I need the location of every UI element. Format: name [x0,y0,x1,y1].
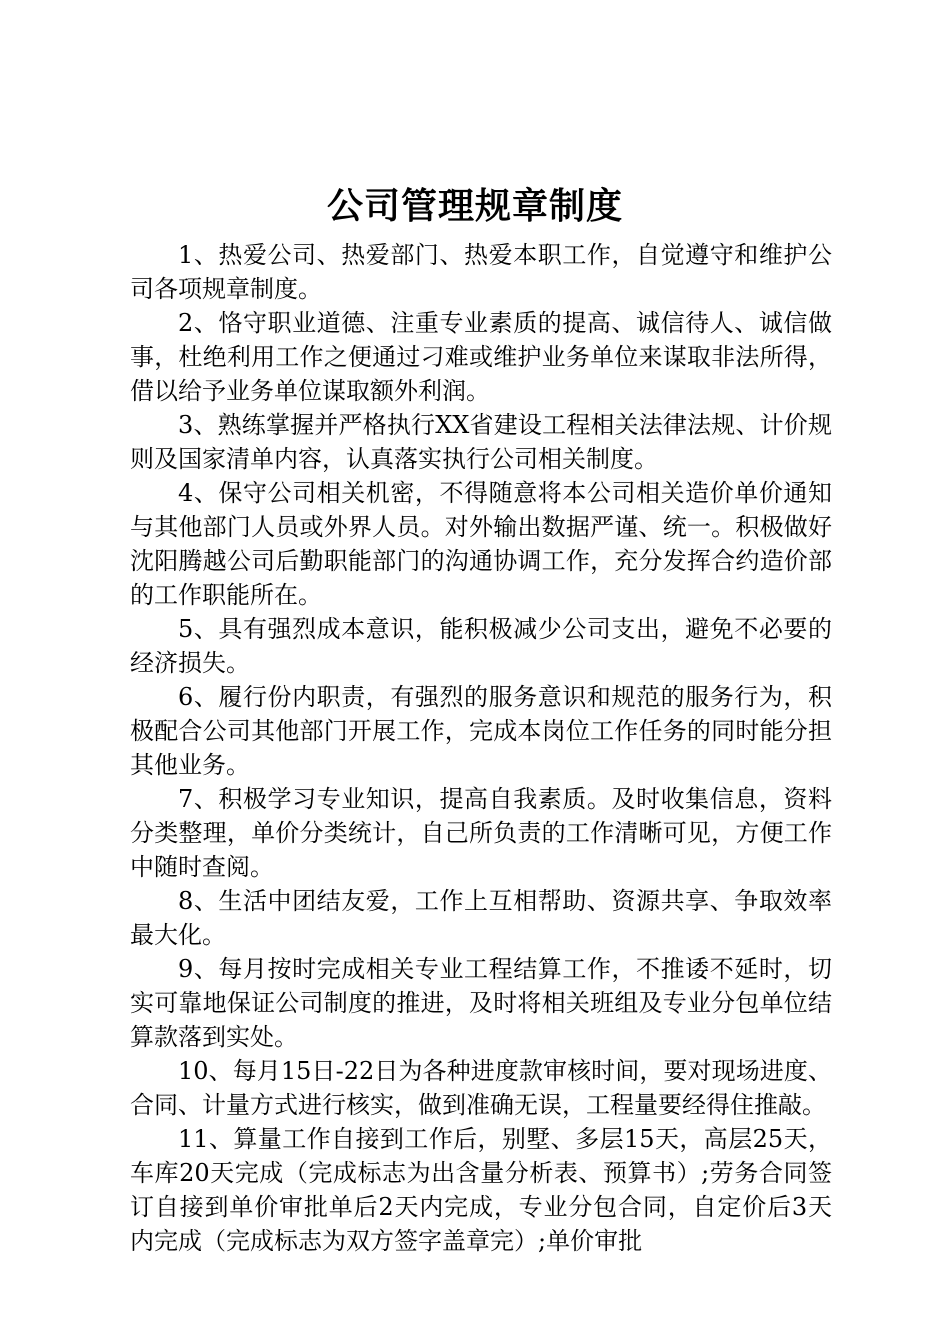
paragraph-4: 4、保守公司相关机密，不得随意将本公司相关造价单价通知与其他部门人员或外界人员。对外输出数据严谨、统一。积极做好沈阳腾越公司后勤职能部门的沟通协调工作，充分发挥合约造价部的工作职能所在。 [130,479,832,609]
document-body [130,238,832,1258]
paragraph-9: 9、每月按时完成相关专业工程结算工作，不推诿不延时，切实可靠地保证公司制度的推进，及时将相关班组及专业分包单位结算款落到实处。 [130,955,832,1051]
paragraph-6: 6、履行份内职责，有强烈的服务意识和规范的服务行为，积极配合公司其他部门开展工作，完成本岗位工作任务的同时能分担其他业务。 [130,683,832,779]
paragraph-3: 3、熟练掌握并严格执行XX省建设工程相关法律法规、计价规则及国家清单内容，认真落实执行公司相关制度。 [130,411,832,473]
paragraph-5: 5、具有强烈成本意识，能积极减少公司支出，避免不必要的经济损失。 [130,615,832,677]
paragraph-10: 10、每月15日-22日为各种进度款审核时间，要对现场进度、合同、计量方式进行核实，做到准确无误，工程量要经得住推敲。 [130,1057,832,1119]
paragraph-11: 11、算量工作自接到工作后，别墅、多层15天，高层25天，车库20天完成（完成标志为出含量分析表、预算书）;劳务合同签订自接到单价审批单后2天内完成，专业分包合同，自定价后3天内完成（完成标志为双方签字盖章完）;单价审批 [130,1125,832,1255]
paragraph-2: 2、恪守职业道德、注重专业素质的提高、诚信待人、诚信做事，杜绝利用工作之便通过刁难或维护业务单位来谋取非法所得，借以给予业务单位谋取额外利润。 [130,309,832,405]
paragraph-8: 8、生活中团结友爱，工作上互相帮助、资源共享、争取效率最大化。 [130,887,832,949]
paragraph-7: 7、积极学习专业知识，提高自我素质。及时收集信息，资料分类整理，单价分类统计，自己所负责的工作清晰可见，方便工作中随时查阅。 [130,785,832,881]
document-title: 公司管理规章制度 [326,186,623,227]
paragraph-1: 1、热爱公司、热爱部门、热爱本职工作，自觉遵守和维护公司各项规章制度。 [130,241,832,303]
